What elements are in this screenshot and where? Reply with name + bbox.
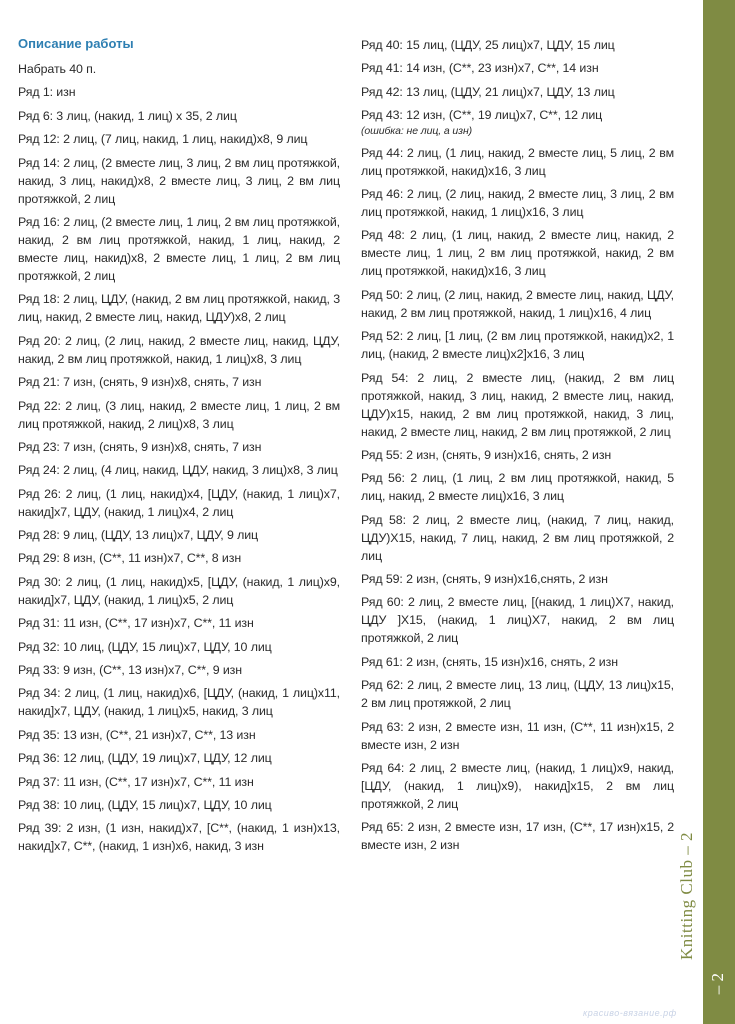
pattern-row [361, 818, 674, 854]
pattern-row-text: Ряд 63: 2 изн, 2 вместе изн, 11 изн, (С**, 11 изн)х15, 2 вместе изн, 2 изн [361, 719, 674, 752]
cast-on-line: Набрать 40 п. [18, 62, 97, 76]
pattern-row-text: Ряд 54: 2 лиц, 2 вместе лиц, (накид, 2 вм лиц протяжкой, накид, 3 лиц, накид, 2 вместе лиц, накид, ЦДУ)х15, накид, 2 вм лиц протяжкой, накид, 3 лиц, накид, 2 вместе лиц, накид, 2 вм лиц протяжкой, 2 лиц [361, 370, 674, 439]
section-title: Описание работы [18, 36, 134, 51]
pattern-row [361, 36, 674, 54]
pattern-row [361, 144, 674, 180]
pattern-row-text: Ряд 58: 2 лиц, 2 вместе лиц, (накид, 7 лиц, накид, ЦДУ)Х15, накид, 7 лиц, накид, 2 вм лиц протяжкой, 2 лиц [361, 512, 674, 563]
side-band [705, 0, 735, 1024]
pattern-row-text: Ряд 50: 2 лиц, (2 лиц, накид, 2 вместе лиц, накид, ЦДУ, накид, 2 вм лиц протяжкой, накид, 1 лиц)х16, 4 лиц [361, 287, 674, 320]
pattern-row [361, 570, 674, 588]
pattern-row: Ряд 37: 11 изн, (С**, 17 изн)х7, С**, 11 изн [18, 774, 254, 789]
left-rows-list [18, 83, 340, 855]
pattern-row [361, 59, 674, 77]
pattern-row: Ряд 16: 2 лиц, (2 вместе лиц, 1 лиц, 2 вм лиц протяжкой, накид, 2 вм лиц протяжкой, накид, 1 лиц, накид, 2 вместе лиц, накид)х8, 2 вместе лиц, 1 лиц, 2 вм лиц протяжкой, 2 лиц [18, 214, 340, 283]
pattern-row-text: Ряд 60: 2 лиц, 2 вместе лиц, [(накид, 1 лиц)Х7, накид, ЦДУ ]Х15, (накид, 1 лиц)Х7, накид, 2 вм лиц протяжкой, 2 лиц [361, 595, 674, 646]
pattern-row-text: Ряд 56: 2 лиц, (1 лиц, 2 вм лиц протяжкой, накид, 5 лиц, накид, 2 вместе лиц)х16, 3 лиц [361, 471, 674, 504]
pattern-row: Ряд 26: 2 лиц, (1 лиц, накид)х4, [ЦДУ, (накид, 1 лиц)х7, накид]х7, ЦДУ, (накид, 1 лиц)х4, 2 лиц [18, 486, 340, 519]
pattern-row-text: Ряд 41: 14 изн, (С**, 23 изн)х7, С**, 14 изн [361, 61, 599, 76]
pattern-row: Ряд 1: изн [18, 85, 76, 100]
pattern-row [361, 369, 674, 441]
pattern-row: Ряд 23: 7 изн, (снять, 9 изн)х8, снять, 7 изн [18, 439, 262, 454]
pattern-row [361, 469, 674, 505]
pattern-row-text: Ряд 43: 12 изн, (С**, 19 лиц)х7, С**, 12 лиц [361, 108, 603, 123]
pattern-row: Ряд 18: 2 лиц, ЦДУ, (накид, 2 вм лиц протяжкой, накид, 3 лиц, накид, 2 вместе лиц, накид, ЦДУ)х8, 2 лиц [18, 292, 340, 325]
pattern-row-text: Ряд 65: 2 изн, 2 вместе изн, 17 изн, (С**, 17 изн)х15, 2 вместе изн, 2 изн [361, 820, 674, 853]
pattern-row-text: Ряд 48: 2 лиц, (1 лиц, накид, 2 вместе лиц, накид, 2 вместе лиц, 1 лиц, 2 вм лиц протяжкой, накид, 2 вм лиц протяжкой, накид)х16, 3 лиц [361, 228, 674, 279]
pattern-row-text: Ряд 59: 2 изн, (снять, 9 изн)х16,снять, 2 изн [361, 572, 608, 587]
pattern-row-text: Ряд 52: 2 лиц, [1 лиц, (2 вм лиц протяжкой, накид)х2, 1 лиц, (накид, 2 вместе лиц)х2]х16, 3 лиц [361, 329, 674, 362]
pattern-row-text: Ряд 42: 13 лиц, (ЦДУ, 21 лиц)х7, ЦДУ, 13 лиц [361, 84, 615, 99]
pattern-row: Ряд 20: 2 лиц, (2 лиц, накид, 2 вместе лиц, накид, ЦДУ, накид, 2 вм лиц протяжкой, накид, 1 лиц)х8, 3 лиц [18, 333, 340, 366]
pattern-row: Ряд 33: 9 изн, (С**, 13 изн)х7, С**, 9 изн [18, 663, 242, 678]
pattern-row: Ряд 29: 8 изн, (С**, 11 изн)х7, С**, 8 изн [18, 551, 242, 566]
pattern-row [361, 676, 674, 712]
right-column [361, 36, 674, 860]
pattern-row: Ряд 34: 2 лиц, (1 лиц, накид)х6, [ЦДУ, (накид, 1 лиц)х11, накид]х7, ЦДУ, (накид, 1 лиц)х5, накид, 3 лиц [18, 686, 340, 719]
pattern-row-text: Ряд 61: 2 изн, (снять, 15 изн)х16, снять, 2 изн [361, 654, 618, 669]
pattern-row [361, 511, 674, 565]
pattern-row [361, 226, 674, 280]
pattern-row [361, 759, 674, 813]
right-rows-list [361, 36, 674, 854]
left-column [18, 36, 340, 861]
pattern-row: Ряд 28: 9 лиц, (ЦДУ, 13 лиц)х7, ЦДУ, 9 лиц [18, 528, 259, 543]
pattern-row [361, 446, 674, 464]
pattern-row: Ряд 30: 2 лиц, (1 лиц, накид)х5, [ЦДУ, (накид, 1 лиц)х9, накид]х7, ЦДУ, (накид, 1 лиц)х5, 2 лиц [18, 574, 340, 607]
pattern-row-text: Ряд 46: 2 лиц, (2 лиц, накид, 2 вместе лиц, 3 лиц, 2 вм лиц протяжкой, накид, 1 лиц)х16, 3 лиц [361, 186, 674, 219]
side-label: Knitting Club – 2 [677, 832, 696, 960]
pattern-row [361, 718, 674, 754]
pattern-row: Ряд 12: 2 лиц, (7 лиц, накид, 1 лиц, накид)х8, 9 лиц [18, 132, 308, 147]
pattern-row: Ряд 31: 11 изн, (С**, 17 изн)х7, С**, 11 изн [18, 616, 254, 631]
pattern-row: Ряд 39: 2 изн, (1 изн, накид)х7, [С**, (накид, 1 изн)х13, накид]х7, С**, (накид, 1 изн)х6, накид, 3 изн [18, 821, 340, 854]
pattern-row: Ряд 36: 12 лиц, (ЦДУ, 19 лиц)х7, ЦДУ, 12 лиц [18, 751, 272, 766]
page-number: 2 [677, 832, 696, 842]
watermark: красиво-вязание.рф [583, 1008, 677, 1018]
pattern-row [361, 327, 674, 363]
pattern-row-text: Ряд 62: 2 лиц, 2 вместе лиц, 13 лиц, (ЦДУ, 13 лиц)х15, 2 вм лиц протяжкой, 2 лиц [361, 678, 674, 711]
pattern-row [361, 286, 674, 322]
errata-note: (ошибка: не лиц, а изн) [361, 125, 473, 138]
pattern-row: Ряд 14: 2 лиц, (2 вместе лиц, 3 лиц, 2 вм лиц протяжкой, накид, 3 лиц, накид)х8, 2 вместе лиц, 3 лиц, 2 вм лиц протяжкой, 2 лиц [18, 155, 340, 206]
page-number-label: – 2 [708, 972, 727, 994]
pattern-row [361, 593, 674, 647]
pattern-row-text: Ряд 55: 2 изн, (снять, 9 изн)х16, снять, 2 изн [361, 447, 612, 462]
pattern-row: Ряд 24: 2 лиц, (4 лиц, накид, ЦДУ, накид, 3 лиц)х8, 3 лиц [18, 463, 338, 478]
pattern-row-text: Ряд 40: 15 лиц, (ЦДУ, 25 лиц)х7, ЦДУ, 15 лиц [361, 38, 615, 52]
pattern-row: Ряд 21: 7 изн, (снять, 9 изн)х8, снять, 7 изн [18, 375, 262, 390]
pattern-row [361, 185, 674, 221]
pattern-row: Ряд 6: 3 лиц, (накид, 1 лиц) х 35, 2 лиц [18, 108, 237, 123]
pattern-row [361, 106, 674, 138]
pattern-row: Ряд 22: 2 лиц, (3 лиц, накид, 2 вместе лиц, 1 лиц, 2 вм лиц протяжкой, накид, 2 лиц)х8, 3 лиц [18, 398, 340, 431]
pattern-row: Ряд 38: 10 лиц, (ЦДУ, 15 лиц)х7, ЦДУ, 10 лиц [18, 797, 272, 812]
side-title: Knitting Club [677, 859, 696, 960]
pattern-row: Ряд 32: 10 лиц, (ЦДУ, 15 лиц)х7, ЦДУ, 10 лиц [18, 639, 272, 654]
pattern-row-text: Ряд 64: 2 лиц, 2 вместе лиц, (накид, 1 лиц)х9, накид, [ЦДУ, (накид, 1 лиц)х9), накид]х15, 2 вм лиц протяжкой, 2 лиц [361, 761, 674, 812]
pattern-row-text: Ряд 44: 2 лиц, (1 лиц, накид, 2 вместе лиц, 5 лиц, 2 вм лиц протяжкой, накид)х16, 3 лиц [361, 145, 674, 178]
pattern-row: Ряд 35: 13 изн, (С**, 21 изн)х7, С**, 13 изн [18, 727, 256, 742]
pattern-row [361, 653, 674, 671]
pattern-row [361, 83, 674, 101]
